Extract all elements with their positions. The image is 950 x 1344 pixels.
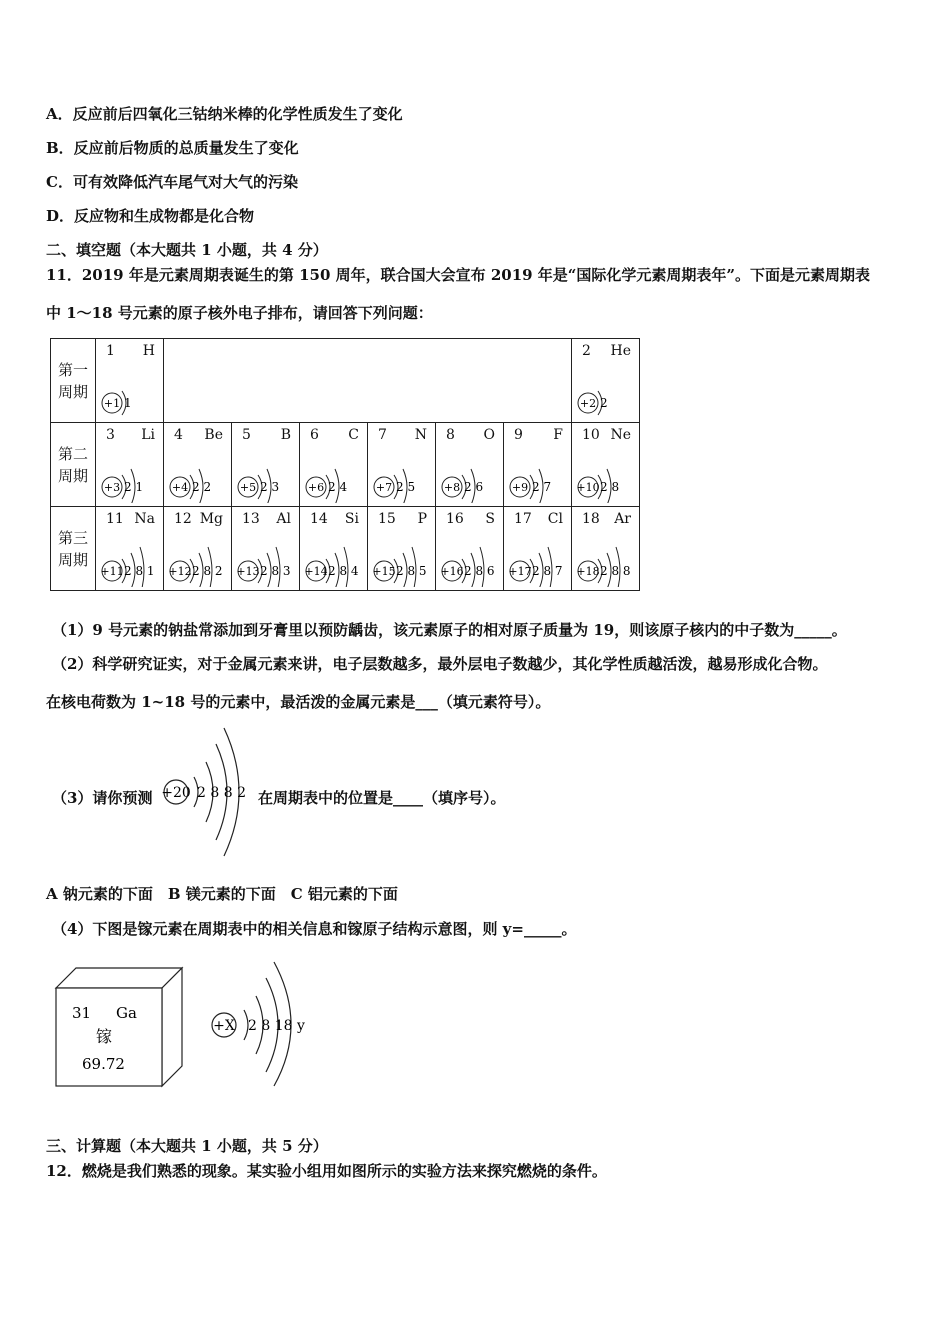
element-symbol: He — [610, 343, 631, 359]
element-cell — [232, 423, 300, 507]
atomic-number: 3 — [106, 427, 115, 443]
nucleus-charge: +11 — [100, 565, 124, 578]
electron-counts: 2 2 — [192, 480, 212, 494]
q11-sub2b: 在核电荷数为 1~18 号的元素中，最活泼的金属元素是___（填元素符号）。 — [46, 693, 551, 711]
atomic-number: 9 — [514, 427, 523, 443]
electron-diagram — [304, 445, 366, 503]
element-cell — [164, 507, 232, 591]
ga-symbol: Ga — [116, 1004, 137, 1022]
section2-title: 二、填空题（本大题共 1 小题，共 4 分） — [46, 241, 328, 259]
element-symbol: B — [280, 427, 291, 443]
electron-counts: 2 8 — [600, 480, 620, 494]
element-symbol: Na — [134, 511, 155, 527]
ga-number: 31 — [72, 1004, 92, 1022]
electron-counts: 2 4 — [328, 480, 348, 494]
element-symbol: Be — [204, 427, 223, 443]
element-cell — [504, 423, 572, 507]
nucleus-charge: +16 — [440, 565, 464, 578]
option-c: C．可有效降低汽车尾气对大气的污染 — [46, 173, 298, 191]
electron-diagram — [236, 445, 298, 503]
element-cell — [164, 423, 232, 507]
option-b: B．反应前后物质的总质量发生了变化 — [46, 139, 299, 157]
ga-name: 镓 — [96, 1027, 113, 1046]
nucleus-charge: +13 — [236, 565, 260, 578]
atomic-number: 7 — [378, 427, 387, 443]
element-cell — [436, 507, 504, 591]
electron-diagram — [576, 529, 638, 587]
nucleus-charge: +15 — [372, 565, 396, 578]
element-cell — [572, 423, 640, 507]
electron-diagram — [168, 529, 230, 587]
electron-diagram — [100, 445, 162, 503]
electron-diagram — [440, 445, 502, 503]
q12-text: 12．燃烧是我们熟悉的现象。某实验小组用如图所示的实验方法来探究燃烧的条件。 — [46, 1162, 607, 1180]
electron-diagram — [168, 445, 230, 503]
electron-counts: 2 8 3 — [260, 564, 291, 578]
element-cell — [572, 339, 640, 423]
electron-counts: 2 — [600, 396, 608, 410]
atomic-number: 4 — [174, 427, 183, 443]
periodic-table — [50, 338, 640, 591]
element-cell — [368, 507, 436, 591]
electron-counts: 2 8 1 — [124, 564, 155, 578]
electron-counts: 2 5 — [396, 480, 416, 494]
electron-diagram — [372, 529, 434, 587]
atomic-number: 5 — [242, 427, 251, 443]
atomic-number: 1 — [106, 343, 115, 359]
q11-sub4: （4）下图是镓元素在周期表中的相关信息和镓原子结构示意图，则 y=_____。 — [52, 920, 577, 938]
electron-diagram — [508, 445, 570, 503]
element-cell — [96, 507, 164, 591]
element-cell — [504, 507, 572, 591]
element-cell — [300, 423, 368, 507]
element-cell — [368, 423, 436, 507]
electron-counts: 2 6 — [464, 480, 484, 494]
ga-mass: 69.72 — [82, 1055, 125, 1073]
nucleus-charge: +18 — [576, 565, 600, 578]
q11-sub1: （1）9 号元素的钠盐常添加到牙膏里以预防龋齿，该元素原子的相对原子质量为 19，则该原子核内的中子数为_____。 — [52, 621, 847, 639]
ga-atom-electrons: 2 8 18 y — [248, 1018, 305, 1034]
atomic-number: 12 — [174, 511, 192, 527]
atomic-number: 2 — [582, 343, 591, 359]
atomic-number: 11 — [106, 511, 124, 527]
gallium-card — [54, 966, 184, 1090]
nucleus-charge: +8 — [443, 481, 461, 494]
electron-diagram — [236, 529, 298, 587]
atomic-number: 10 — [582, 427, 600, 443]
atomic-number: 14 — [310, 511, 328, 527]
nucleus-charge: +10 — [576, 481, 600, 494]
element-cell — [96, 423, 164, 507]
electron-counts: 2 7 — [532, 480, 552, 494]
nucleus-charge: +7 — [375, 481, 393, 494]
element-cell — [436, 423, 504, 507]
period-label: 第二 周期 — [51, 423, 96, 507]
q11-sub3-suffix: 在周期表中的位置是____（填序号）。 — [258, 789, 506, 807]
ga-atom-nucleus: +X — [213, 1018, 235, 1034]
element-cell — [96, 339, 164, 423]
atom-electrons: 2 8 8 2 — [197, 785, 246, 801]
nucleus-charge: +17 — [508, 565, 532, 578]
option-d: D．反应物和生成物都是化合物 — [46, 207, 255, 225]
atom-nucleus: +20 — [161, 785, 191, 801]
electron-diagram — [508, 529, 570, 587]
element-cell — [572, 507, 640, 591]
element-symbol: Mg — [199, 511, 223, 527]
element-symbol: Ne — [610, 427, 631, 443]
calcium-atom-diagram — [158, 722, 258, 862]
element-symbol: S — [485, 511, 495, 527]
atomic-number: 8 — [446, 427, 455, 443]
electron-counts: 2 8 8 — [600, 564, 631, 578]
element-symbol: O — [483, 427, 495, 443]
nucleus-charge: +3 — [103, 481, 121, 494]
nucleus-charge: +12 — [168, 565, 192, 578]
element-symbol: Li — [141, 427, 155, 443]
element-symbol: H — [142, 343, 155, 359]
electron-counts: 2 8 2 — [192, 564, 223, 578]
q11-sub3-prefix: （3）请你预测 — [52, 789, 153, 807]
electron-diagram — [100, 529, 162, 587]
element-symbol: N — [414, 427, 427, 443]
atomic-number: 15 — [378, 511, 396, 527]
electron-counts: 2 8 6 — [464, 564, 495, 578]
nucleus-charge: +5 — [239, 481, 257, 494]
nucleus-charge: +9 — [511, 481, 529, 494]
atomic-number: 18 — [582, 511, 600, 527]
atomic-number: 13 — [242, 511, 260, 527]
q11-line1: 11．2019 年是元素周期表诞生的第 150 周年，联合国大会宣布 2019 年是“国际化学元素周期表年”。下面是元素周期表 — [46, 266, 871, 284]
nucleus-charge: +2 — [579, 397, 597, 410]
electron-diagram — [576, 445, 638, 503]
element-symbol: Cl — [547, 511, 563, 527]
electron-counts: 2 8 4 — [328, 564, 359, 578]
electron-counts: 2 8 5 — [396, 564, 427, 578]
option-a: A．反应前后四氧化三钴纳米棒的化学性质发生了变化 — [46, 105, 403, 123]
element-symbol: P — [417, 511, 427, 527]
period-label: 第一 周期 — [51, 339, 96, 423]
electron-diagram — [576, 361, 638, 419]
element-symbol: F — [553, 427, 563, 443]
element-symbol: Ar — [614, 511, 631, 527]
atomic-number: 6 — [310, 427, 319, 443]
electron-diagram — [304, 529, 366, 587]
element-symbol: C — [348, 427, 359, 443]
q11-sub2a: （2）科学研究证实，对于金属元素来讲，电子层数越多，最外层电子数越少，其化学性质越活泼，越易形成化合物。 — [52, 655, 828, 673]
nucleus-charge: +4 — [171, 481, 189, 494]
nucleus-charge: +14 — [304, 565, 328, 578]
nucleus-charge: +1 — [103, 397, 121, 410]
element-symbol: Si — [344, 511, 359, 527]
electron-counts: 2 1 — [124, 480, 144, 494]
atomic-number: 16 — [446, 511, 464, 527]
electron-counts: 1 — [124, 396, 132, 410]
electron-counts: 2 3 — [260, 480, 280, 494]
electron-diagram — [372, 445, 434, 503]
electron-counts: 2 8 7 — [532, 564, 563, 578]
element-cell — [300, 507, 368, 591]
atomic-number: 17 — [514, 511, 532, 527]
section3-title: 三、计算题（本大题共 1 小题，共 5 分） — [46, 1137, 328, 1155]
element-cell — [232, 507, 300, 591]
q11-sub3-options: A 钠元素的下面 B 镁元素的下面 C 铝元素的下面 — [46, 885, 398, 903]
nucleus-charge: +6 — [307, 481, 325, 494]
electron-diagram — [440, 529, 502, 587]
electron-diagram — [100, 361, 162, 419]
gallium-atom-diagram — [204, 958, 314, 1088]
element-symbol: Al — [276, 511, 291, 527]
q11-line2: 中 1～18 号元素的原子核外电子排布，请回答下列问题： — [46, 304, 433, 322]
period-label: 第三 周期 — [51, 507, 96, 591]
